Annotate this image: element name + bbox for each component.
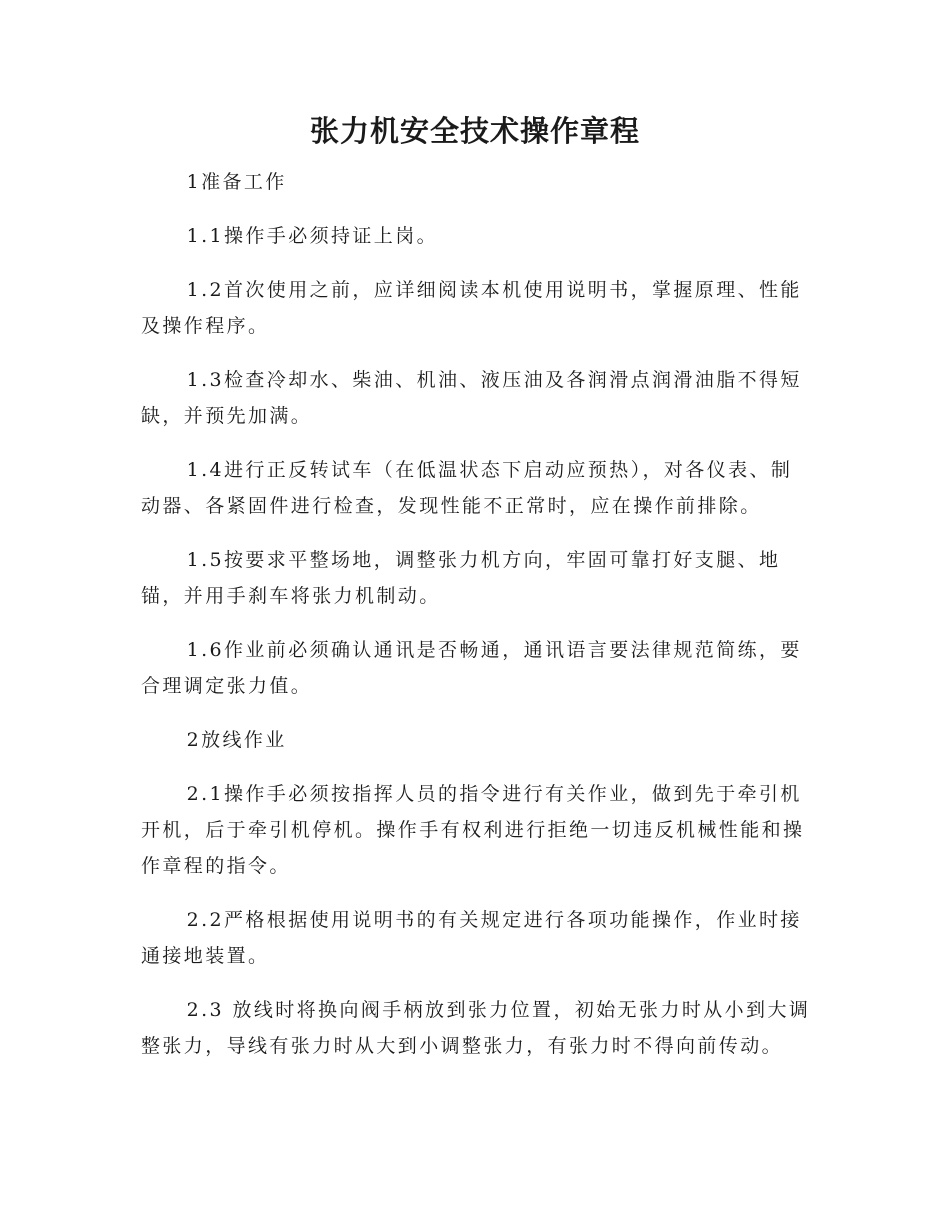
paragraph: 2.2严格根据使用说明书的有关规定进行各项功能操作，作业时接通接地装置。: [141, 909, 802, 967]
paragraph: 1.5按要求平整场地，调整张力机方向，牢固可靠打好支腿、地锚，并用手刹车将张力机制动。: [141, 549, 781, 607]
document-body: [141, 164, 813, 1082]
paragraph: 2.1操作手必须按指挥人员的指令进行有关作业，做到先于牵引机开机，后于牵引机停机。操作手有权利进行拒绝一切违反机械性能和操作章程的指令。: [141, 783, 805, 877]
paragraph: 1.3检查冷却水、柴油、机油、液压油及各润滑点润滑油脂不得短缺，并预先加满。: [141, 369, 802, 427]
section-heading: 1准备工作: [186, 171, 287, 193]
paragraph: 1.4进行正反转试车（在低温状态下启动应预热），对各仪表、制动器、各紧固件进行检查，发现性能不正常时，应在操作前排除。: [141, 459, 793, 517]
paragraph: 1.2首次使用之前，应详细阅读本机使用说明书，掌握原理、性能及操作程序。: [141, 279, 802, 337]
section-heading: 2放线作业: [186, 729, 287, 751]
paragraph: 1.1操作手必须持证上岗。: [186, 225, 439, 247]
paragraph: 2.3 放线时将换向阀手柄放到张力位置，初始无张力时从小到大调整张力，导线有张力时从大到小调整张力，有张力时不得向前传动。: [141, 999, 811, 1057]
document-title: 张力机安全技术操作章程: [309, 114, 640, 148]
paragraph: 1.6作业前必须确认通讯是否畅通，通讯语言要法律规范简练，要合理调定张力值。: [141, 639, 802, 697]
